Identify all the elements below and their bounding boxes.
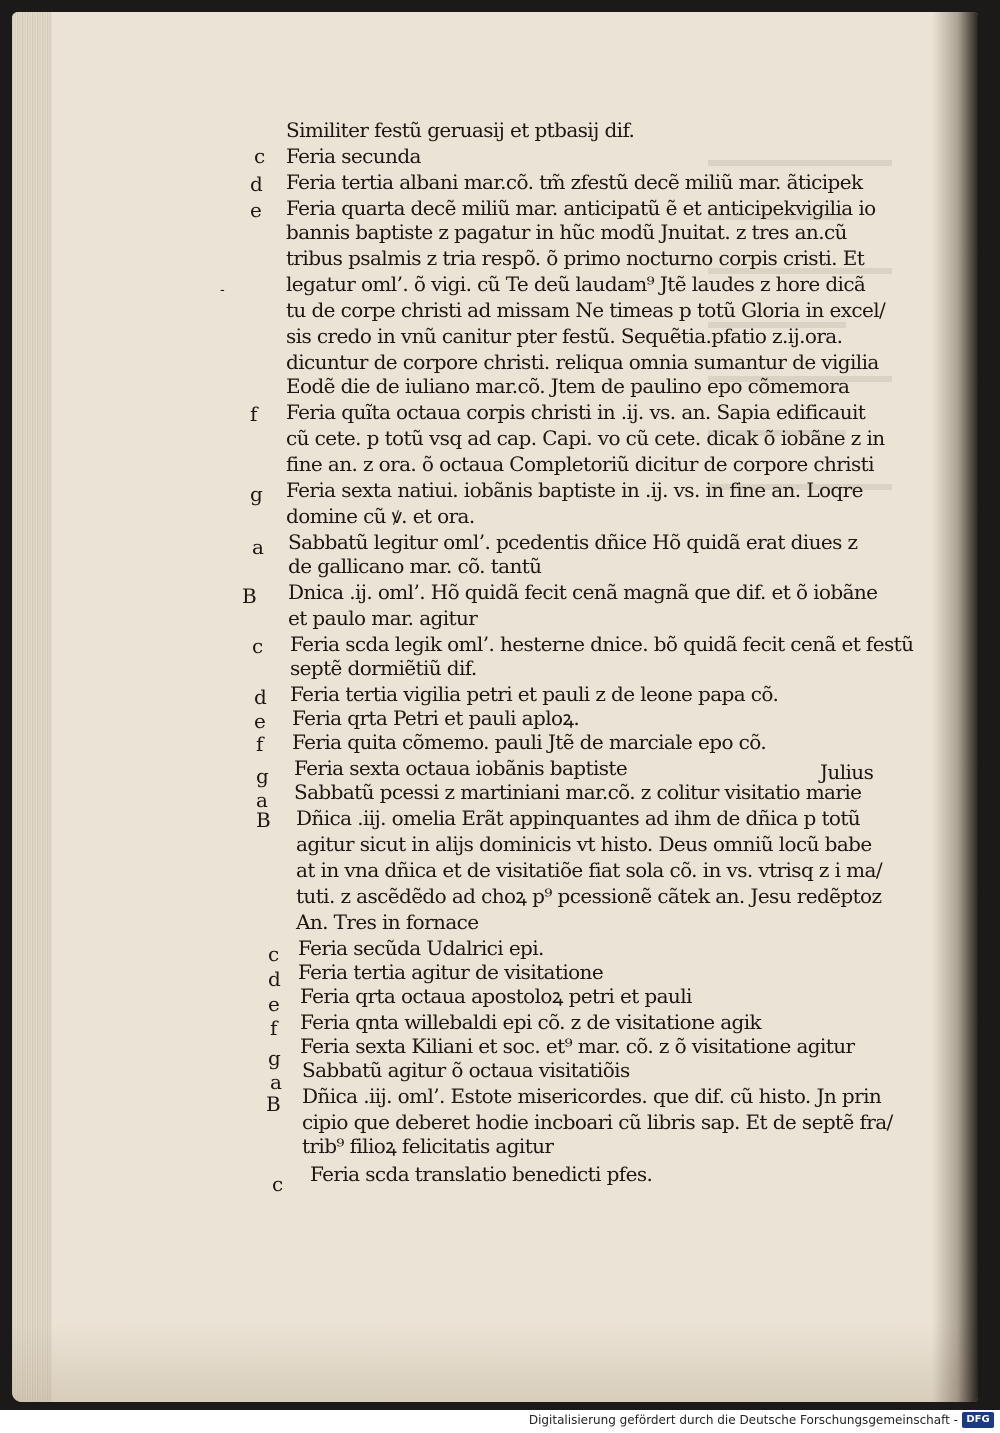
text-line: Feria quita cõmemo. pauli Jtẽ de marciale epo cõ. <box>292 730 767 754</box>
text-line: Feria sexta Kiliani et soc. et⁹ mar. cõ. z õ visitatione agitur <box>300 1034 855 1058</box>
text-line: sis credo in vnũ canitur pter festũ. Sequẽtia.pfatio z.ij.ora. <box>286 324 843 348</box>
text-line: Sabbatũ legitur oml’. pcedentis dñice Hõ quidã erat diues z <box>288 530 858 554</box>
book-gutter <box>932 12 978 1402</box>
text-line: at in vna dñica et de visitatiõe fiat sola cõ. in vs. vtrisq z i ma/ <box>296 858 882 882</box>
calendar-letter: a <box>252 535 264 559</box>
text-line: tribus psalmis z tria respõ. õ primo nocturno corpis cristi. Et <box>286 246 865 270</box>
calendar-letter: B <box>266 1092 281 1116</box>
text-line: Feria secunda <box>286 144 421 168</box>
text-line: agitur sicut in alijs dominicis vt histo. Deus omniũ locũ babe <box>296 832 872 856</box>
text-line: et paulo mar. agitur <box>288 606 478 630</box>
calendar-letter: e <box>268 992 280 1016</box>
text-line: legatur oml’. õ vigi. cũ Te deũ laudam⁹ Jtẽ laudes z hore dicã <box>286 272 866 296</box>
text-line: fine an. z ora. õ octaua Completoriũ dicitur de corpore christi <box>286 452 874 476</box>
text-line: bannis baptiste z pagatur in hũc modũ Jnuitat. z tres an.cũ <box>286 220 847 244</box>
text-line: Feria sexta octaua iobãnis baptiste <box>294 756 628 780</box>
text-line: septẽ dormiẽtiũ dif. <box>290 656 477 680</box>
calendar-letter: f <box>270 1016 278 1040</box>
calendar-letter: a <box>256 788 268 812</box>
text-line: trib⁹ filioꝝ felicitatis agitur <box>302 1134 554 1158</box>
text-line: Feria tertia vigilia petri et pauli z de leone papa cõ. <box>290 682 779 706</box>
text-line: Similiter festũ geruasij et ptbasij dif. <box>286 118 635 142</box>
text-line: tuti. z ascẽdẽdo ad choꝝ p⁹ pcessionẽ cãtek an. Jesu redẽptoz <box>296 884 882 908</box>
calendar-letter: c <box>252 634 264 658</box>
text-line: domine cũ ꝟ. et ora. <box>286 504 475 528</box>
text-line: Eodẽ die de iuliano mar.cõ. Jtem de paulino epo cõmemora <box>286 374 850 398</box>
calendar-letter: d <box>250 172 263 196</box>
calendar-letter: a <box>270 1070 282 1094</box>
calendar-letter: f <box>250 402 258 426</box>
calendar-letter: d <box>268 967 281 991</box>
text-line: Feria sexta natiui. iobãnis baptiste in .ij. vs. in fine an. Loqre <box>286 478 863 502</box>
text-line: tu de corpe christi ad missam Ne timeas p totũ Gloria in excel/ <box>286 298 886 322</box>
calendar-letter: c <box>268 942 280 966</box>
calendar-letter: g <box>268 1046 281 1070</box>
text-line: de gallicano mar. cõ. tantũ <box>288 554 542 578</box>
calendar-letter: B <box>242 584 257 608</box>
calendar-letter: B <box>256 808 271 832</box>
calendar-letter: g <box>250 482 263 506</box>
dfg-logo: DFG <box>962 1412 994 1428</box>
calendar-letter: c <box>272 1172 284 1196</box>
page-bottom-edge <box>12 1322 978 1402</box>
text-line: Feria tertia albani mar.cõ. tm̃ zfestũ decẽ miliũ mar. ãticipek <box>286 170 863 194</box>
calendar-letter: c <box>254 144 266 168</box>
text-line: Feria secũda Udalrici epi. <box>298 936 544 960</box>
calendar-letter: e <box>254 709 266 733</box>
text-line: Feria qnta willebaldi epi cõ. z de visitatione agik <box>300 1010 762 1034</box>
text-line: dicuntur de corpore christi. reliqua omnia sumantur de vigilia <box>286 350 879 374</box>
book-page <box>12 12 978 1402</box>
funding-credit: Digitalisierung gefördert durch die Deutsche Forschungsgemeinschaft - <box>528 1413 958 1427</box>
text-line: Dñica .iij. omelia Erãt appinquantes ad ihm de dñica p totũ <box>296 806 861 830</box>
text-line: An. Tres in fornace <box>296 910 479 934</box>
text-line: cũ cete. p totũ vsq ad cap. Capi. vo cũ cete. dicak õ iobãne z in <box>286 426 885 450</box>
calendar-letter: g <box>256 764 269 788</box>
text-line: Feria scda legik oml’. hesterne dnice. bõ quidã fecit cenã et festũ <box>290 632 914 656</box>
margin-mark: - <box>220 282 225 298</box>
text-line: Feria qrta Petri et pauli aploꝝ. <box>292 706 580 730</box>
calendar-letter: d <box>254 685 267 709</box>
text-line: Sabbatũ agitur õ octaua visitatiõis <box>302 1058 630 1082</box>
text-line: Dnica .ij. oml’. Hõ quidã fecit cenã magnã que dif. et õ iobãne <box>288 580 878 604</box>
text-line: Feria tertia agitur de visitatione <box>298 960 604 984</box>
calendar-letter: f <box>256 732 264 756</box>
page-text <box>12 12 978 1402</box>
text-line: cipio que deberet hodie incboari cũ libris sap. Et de septẽ fra/ <box>302 1110 893 1134</box>
text-line: Sabbatũ pcessi z martiniani mar.cõ. z colitur visitatio marie <box>294 780 862 804</box>
text-line: Feria quarta decẽ miliũ mar. anticipatũ ẽ et anticipekvigilia io <box>286 196 876 220</box>
text-line: Dñica .iij. oml’. Estote misericordes. que dif. cũ histo. Jn prin <box>302 1084 882 1108</box>
text-line: Feria quĩta octaua corpis christi in .ij. vs. an. Sapia edificauit <box>286 400 866 424</box>
footer-bar <box>0 1410 1000 1433</box>
text-line: Feria qrta octaua apostoloꝝ petri et pauli <box>300 984 692 1008</box>
text-line: Julius <box>820 760 874 784</box>
text-line: Feria scda translatio benedicti pfes. <box>310 1162 653 1186</box>
calendar-letter: e <box>250 198 262 222</box>
